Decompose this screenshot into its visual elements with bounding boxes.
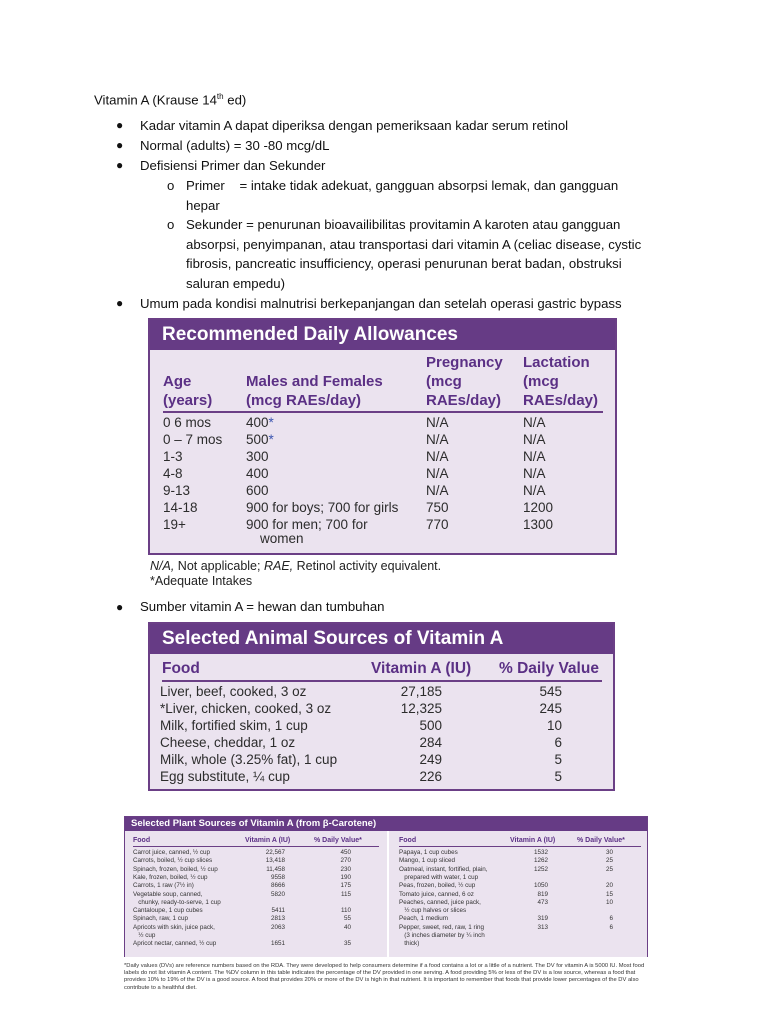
- plant-cell-food: prepared with water, 1 cup: [399, 873, 479, 881]
- animal-title: Selected Animal Sources of Vitamin A: [150, 624, 613, 654]
- rda-header-males: Males and Females (mcg RAEs/day): [246, 373, 383, 409]
- plant-cell-dv: 40: [343, 923, 351, 931]
- bullet-dot: ●: [116, 118, 124, 132]
- sub-bullet-marker: o: [167, 217, 175, 232]
- animal-cell-food: *Liver, chicken, cooked, 3 oz: [160, 701, 332, 716]
- animal-cell-food: Liver, beef, cooked, 3 oz: [160, 684, 307, 699]
- plant-sources-table: [124, 816, 648, 957]
- rda-note-abbrev: N/A, Not applicable; RAE, Retinol activity equivalent.: [150, 559, 442, 573]
- sekunder-line-2: absorpsi, penyimpanan, atau transportasi dari vitamin A (celiac disease, cystic: [186, 237, 642, 252]
- sekunder-line-1: Sekunder = penurunan bioavailibilitas provitamin A karoten atau gangguan: [186, 217, 621, 232]
- animal-header-dv: % Daily Value: [499, 660, 599, 677]
- plant-cell-food: Apricot nectar, canned, ½ cup: [133, 940, 217, 948]
- plant-cell-food: Vegetable soup, canned,: [133, 890, 203, 898]
- rda-header-lactation: Lactation (mcg RAEs/day): [523, 354, 599, 409]
- plant-cell-iu: 5411: [271, 907, 285, 915]
- primer-line-2: hepar: [186, 198, 220, 213]
- animal-cell-dv: 545: [539, 684, 562, 699]
- plant-cell-iu: 313: [537, 923, 548, 931]
- plant-cell-food: (3 inches diameter by ¼ inch: [399, 932, 485, 939]
- rda-header-pregnancy: Pregnancy (mcg RAEs/day): [426, 354, 503, 409]
- plant-cell-iu: 22,567: [265, 849, 285, 856]
- rda-cell-lactation: N/A: [523, 466, 546, 481]
- plant-cell-food: Spinach, raw, 1 cup: [133, 915, 188, 923]
- animal-sources-table: [148, 622, 615, 791]
- rda-cell-pregnancy: 750: [426, 500, 449, 515]
- plant-cell-food: Spinach, frozen, boiled, ½ cup: [133, 865, 218, 873]
- bullet-dot: ●: [116, 138, 124, 152]
- plant-cell-iu: 319: [537, 915, 548, 923]
- rda-value: 300: [246, 449, 269, 464]
- plant-cell-food: Carrots, boiled, ½ cup slices: [133, 857, 213, 865]
- rda-cell-males-females: [246, 431, 274, 448]
- plant-cell-dv: 110: [340, 907, 351, 915]
- plant-cell-food: Peaches, canned, juice pack,: [399, 898, 481, 906]
- rda-cell-age: 4-8: [163, 466, 183, 481]
- animal-cell-dv: 245: [539, 701, 562, 716]
- plant-left-header-dv: % Daily Value*: [314, 837, 362, 844]
- plant-left-header-vitamin: Vitamin A (IU): [245, 837, 291, 844]
- plant-cell-food: thick): [399, 940, 420, 948]
- rda-cell-males-females: [246, 465, 269, 482]
- rda-cell-age: 0 – 7 mos: [163, 432, 223, 447]
- sekunder-line-4: saluran empedu): [186, 276, 285, 291]
- plant-cell-dv: 190: [340, 873, 351, 881]
- plant-cell-iu: 1532: [533, 849, 548, 856]
- rda-star: *: [268, 432, 274, 447]
- plant-left-header-rule: [133, 846, 379, 847]
- rda-cell-males-females: [246, 482, 269, 499]
- plant-cell-dv: 175: [340, 882, 351, 890]
- animal-cell-food: Milk, whole (3.25% fat), 1 cup: [160, 752, 338, 767]
- plant-cell-dv: 6: [609, 915, 613, 923]
- animal-cell-food: Milk, fortified skim, 1 cup: [160, 718, 308, 733]
- plant-cell-dv: 270: [340, 857, 351, 865]
- rda-cell-age: 0 6 mos: [163, 415, 212, 430]
- animal-cell-dv: 5: [554, 752, 562, 767]
- rda-cell-pregnancy: N/A: [426, 432, 449, 447]
- plant-cell-food: ½ cup: [133, 932, 156, 939]
- bullet-defisiensi: Defisiensi Primer dan Sekunder: [140, 158, 326, 173]
- plant-cell-food: Kale, frozen, boiled, ½ cup: [133, 873, 208, 881]
- rda-cell-pregnancy: N/A: [426, 466, 449, 481]
- plant-cell-iu: 13,418: [265, 857, 285, 865]
- plant-cell-iu: 1252: [533, 865, 548, 873]
- plant-left-header-food: Food: [133, 837, 151, 844]
- rda-cell-pregnancy: N/A: [426, 415, 449, 430]
- plant-cell-iu: 473: [537, 898, 548, 906]
- plant-title: Selected Plant Sources of Vitamin A (from β-Carotene): [125, 817, 647, 831]
- plant-cell-dv: 15: [605, 890, 613, 898]
- plant-cell-dv: 25: [605, 865, 613, 873]
- bullet-kadar: Kadar vitamin A dapat diperiksa dengan pemeriksaan kadar serum retinol: [140, 118, 569, 133]
- plant-cell-dv: 30: [605, 849, 613, 856]
- rda-row-continuation: women: [260, 531, 304, 546]
- plant-cell-food: Papaya, 1 cup cubes: [399, 849, 458, 856]
- rda-cell-lactation: 1200: [523, 500, 554, 515]
- rda-cell-males-females: [246, 414, 274, 431]
- plant-cell-food: Tomato juice, canned, 6 oz: [399, 890, 474, 898]
- plant-cell-iu: 2813: [270, 915, 285, 923]
- animal-cell-iu: 27,185: [400, 684, 442, 699]
- page-title: Vitamin A (Krause 14th ed): [94, 92, 247, 108]
- animal-cell-iu: 284: [419, 735, 442, 750]
- plant-right-header-food: Food: [399, 837, 417, 844]
- plant-cell-iu: 11,458: [266, 865, 285, 873]
- plant-cell-food: Apricots with skin, juice pack,: [133, 923, 215, 931]
- plant-cell-iu: 1262: [533, 857, 548, 865]
- plant-cell-food: Carrot juice, canned, ½ cup: [133, 849, 211, 856]
- rda-value: 900 for boys; 700 for girls: [246, 500, 399, 515]
- plant-cell-dv: 450: [340, 849, 351, 856]
- plant-cell-dv: 20: [605, 882, 613, 890]
- bullet-sumber: Sumber vitamin A = hewan dan tumbuhan: [140, 599, 385, 614]
- sekunder-line-3: fibrosis, pancreatic insufficiency, operasi penurunan berat badan, obstruksi: [186, 256, 622, 271]
- plant-cell-dv: 230: [340, 865, 351, 873]
- rda-header-rule: [163, 411, 603, 413]
- animal-cell-dv: 5: [554, 769, 562, 784]
- rda-cell-pregnancy: N/A: [426, 449, 449, 464]
- animal-cell-food: Cheese, cheddar, 1 oz: [160, 735, 296, 750]
- rda-table: [148, 318, 617, 555]
- rda-value: 500: [246, 432, 269, 447]
- rda-cell-age: 9-13: [163, 483, 191, 498]
- animal-cell-iu: 500: [419, 718, 442, 733]
- plant-cell-food: Peas, frozen, boiled, ½ cup: [399, 882, 476, 890]
- rda-header-age: Age (years): [163, 373, 213, 409]
- animal-header-rule: [162, 680, 602, 682]
- plant-cell-iu: 1050: [533, 882, 548, 890]
- plant-cell-dv: 6: [609, 923, 613, 931]
- plant-cell-iu: 1651: [270, 940, 285, 948]
- plant-right-header-dv: % Daily Value*: [577, 837, 625, 844]
- animal-cell-dv: 10: [546, 718, 562, 733]
- plant-cell-dv: 10: [605, 898, 613, 906]
- sub-bullet-marker: o: [167, 178, 175, 193]
- rda-cell-age: 19+: [163, 517, 186, 532]
- plant-cell-iu: 2063: [270, 923, 285, 931]
- plant-cell-food: Carrots, 1 raw (7½ in): [133, 882, 194, 890]
- plant-cell-iu: 819: [537, 890, 548, 898]
- plant-cell-food: Pepper, sweet, red, raw, 1 ring: [399, 923, 485, 931]
- plant-cell-iu: 9558: [270, 873, 285, 881]
- animal-cell-iu: 226: [419, 769, 442, 784]
- bullet-dot: ●: [116, 158, 124, 172]
- rda-star: *: [268, 415, 274, 430]
- plant-cell-dv: 35: [343, 940, 351, 948]
- rda-value: 400: [246, 466, 269, 481]
- plant-cell-food: ½ cup halves or slices: [399, 907, 467, 915]
- rda-cell-age: 1-3: [163, 449, 183, 464]
- rda-cell-males-females: [246, 499, 398, 516]
- rda-cell-lactation: N/A: [523, 432, 546, 447]
- plant-cell-dv: 55: [343, 915, 351, 923]
- rda-cell-pregnancy: N/A: [426, 483, 449, 498]
- bullet-dot: ●: [116, 600, 124, 614]
- rda-title: Recommended Daily Allowances: [150, 320, 615, 350]
- animal-cell-iu: 249: [419, 752, 442, 767]
- animal-cell-dv: 6: [554, 735, 562, 750]
- plant-cell-food: Oatmeal, instant, fortified, plain,: [399, 865, 488, 873]
- rda-value: 900 for men; 700 for: [246, 517, 368, 532]
- plant-cell-iu: 5820: [270, 890, 285, 898]
- rda-cell-age: 14-18: [163, 500, 198, 515]
- rda-cell-pregnancy: 770: [426, 517, 449, 532]
- bullet-malnutrisi: Umum pada kondisi malnutrisi berkepanjangan dan setelah operasi gastric bypass: [140, 296, 622, 311]
- plant-right-header-rule: [399, 846, 641, 847]
- rda-cell-lactation: N/A: [523, 415, 546, 430]
- bullet-normal: Normal (adults) = 30 -80 mcg/dL: [140, 138, 330, 153]
- plant-cell-food: Mango, 1 cup sliced: [399, 857, 456, 865]
- rda-cell-lactation: N/A: [523, 483, 546, 498]
- rda-value: 400: [246, 415, 269, 430]
- animal-header-vitamin: Vitamin A (IU): [371, 660, 472, 677]
- animal-cell-iu: 12,325: [400, 701, 442, 716]
- primer-line-1: Primer = intake tidak adekuat, gangguan absorpsi lemak, dan gangguan: [186, 178, 619, 193]
- plant-right-header-vitamin: Vitamin A (IU): [510, 837, 556, 844]
- plant-cell-food: Peach, 1 medium: [399, 915, 449, 923]
- bullet-dot: ●: [116, 296, 124, 310]
- rda-cell-males-females: [246, 448, 269, 465]
- rda-cell-lactation: 1300: [523, 517, 554, 532]
- rda-note-adequate: *Adequate Intakes: [150, 574, 253, 588]
- plant-cell-dv: 115: [340, 890, 351, 898]
- plant-cell-dv: 25: [605, 857, 613, 865]
- rda-cell-lactation: N/A: [523, 449, 546, 464]
- rda-value: 600: [246, 483, 269, 498]
- plant-cell-food: Cantaloupe, 1 cup cubes: [133, 907, 203, 915]
- plant-cell-food: chunky, ready-to-serve, 1 cup: [133, 898, 221, 906]
- animal-header-food: Food: [162, 660, 200, 677]
- plant-cell-iu: 8666: [270, 882, 285, 890]
- plant-footnote: *Daily values (DVs) are reference numbers based on the RDA. They were developed to help consumers determine if a food contains a lot or a little of a nutrient. The DV for vitamin A is 5000 IU. Most food labels do not list vitamin A content. The %DV column in this table indicates the percentage of the DV provided in one serving. A food providing 5% or less of the DV is a low source, whereas a food that provides 10% to 19% of the DV is a good source. A food that provides 20% or more of the DV is high in that nutrient. It is important to remember that foods that provide lower percentages of the DV also contribute to a healthful diet.: [124, 963, 645, 991]
- animal-cell-food: Egg substitute, ¼ cup: [160, 769, 290, 784]
- plant-column-divider: [387, 831, 389, 957]
